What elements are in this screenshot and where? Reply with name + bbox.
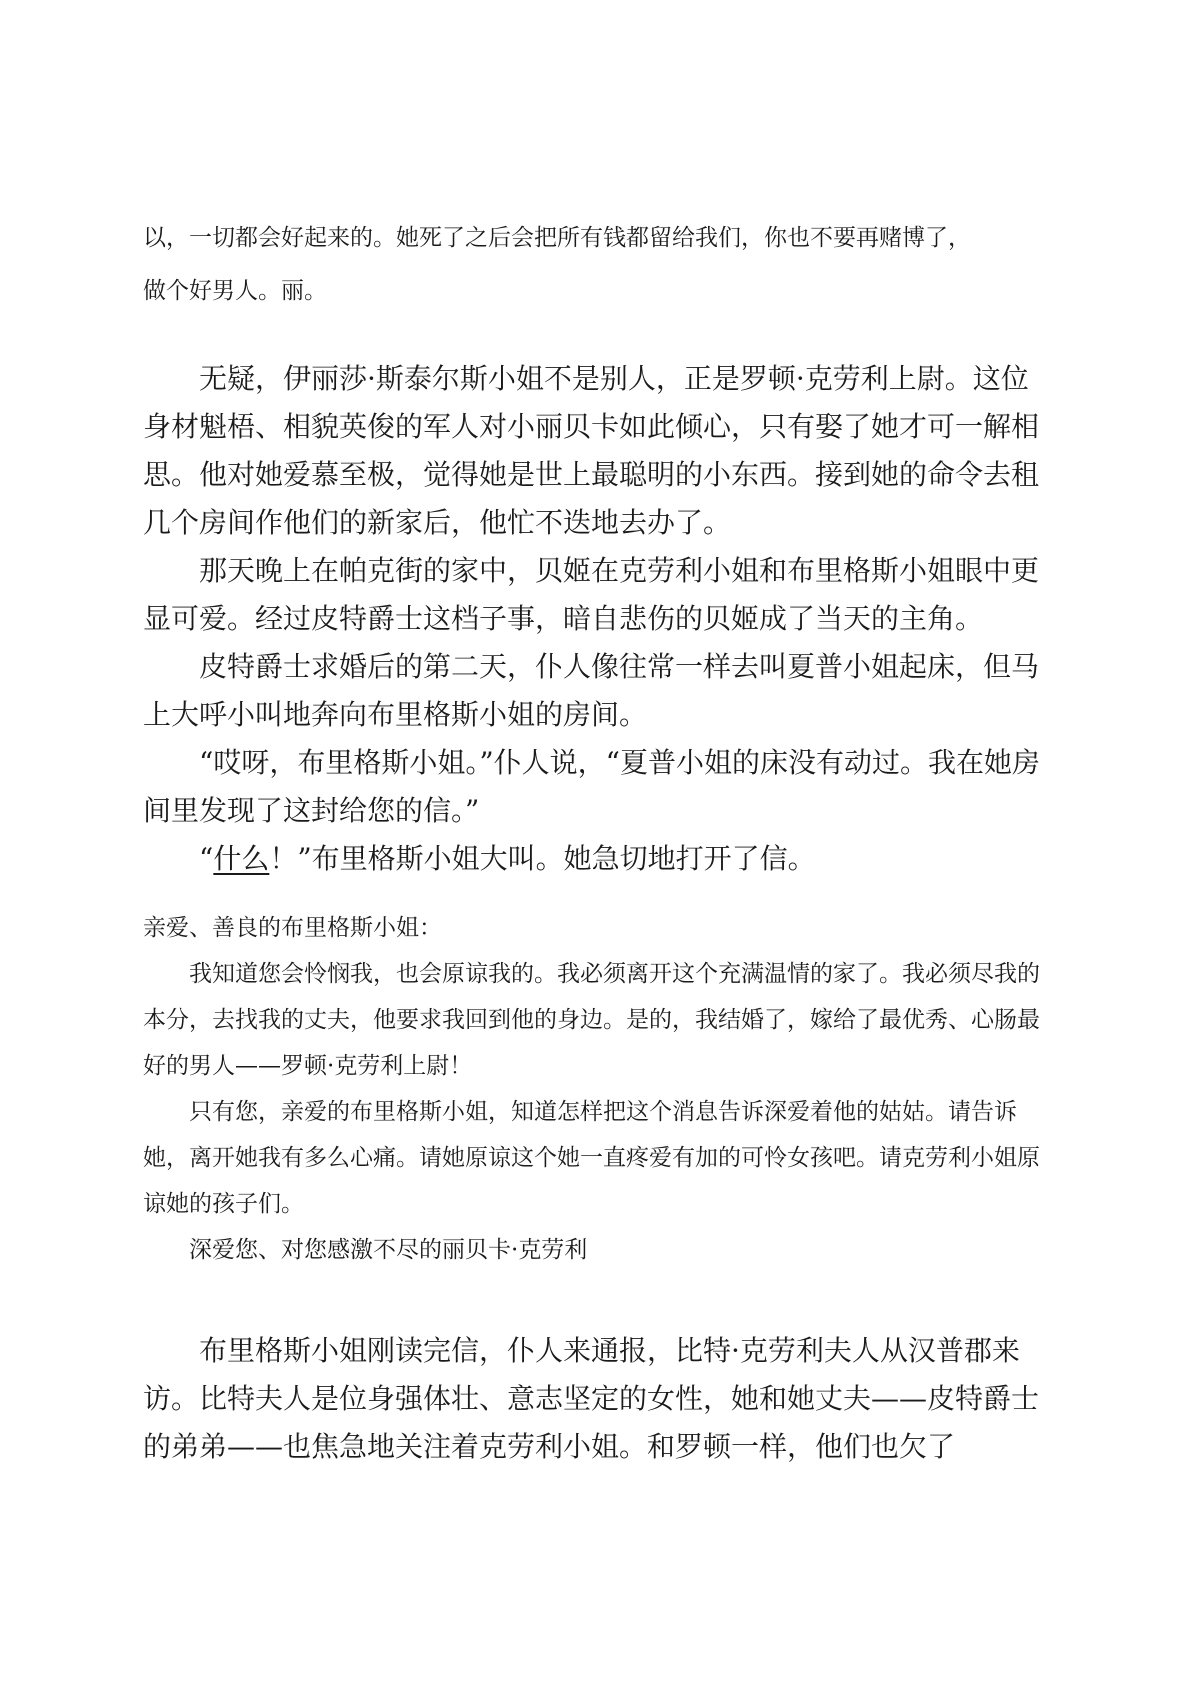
letter-line: 以，一切都会好起来的。她死了之后会把所有钱都留给我们，你也不要再赌博了， (143, 225, 971, 251)
underlined-word: 什么 (213, 842, 270, 875)
letter-paragraph: 只有您，亲爱的布里格斯小姐，知道怎样把这个消息告诉深爱着他的姑姑。请告诉她，离开她我有多么心痛。请她原谅这个她一直疼爱有加的可怜女孩吧。请克劳利小姐原谅她的孩子们。 (143, 1099, 1040, 1217)
quote-open: “ (199, 842, 214, 875)
letter-signature: 深爱您、对您感激不尽的丽贝卡·克劳利 (189, 1237, 588, 1263)
paragraph: 布里格斯小姐刚读完信，仆人来通报，比特·克劳利夫人从汉普郡来访。比特夫人是位身强体壮、意志坚定的女性，她和她丈夫——皮特爵士的弟弟——也焦急地关注着克劳利小姐。和罗顿一样，他们也欠了 (143, 1334, 1040, 1463)
paragraph (143, 835, 1053, 883)
letter-paragraph: 我知道您会怜悯我，也会原谅我的。我必须离开这个充满温情的家了。我必须尽我的本分，去找我的丈夫，他要求我回到他的身边。是的，我结婚了，嫁给了最优秀、心肠最好的男人——罗顿·克劳利上尉！ (143, 961, 1040, 1079)
paragraph: 皮特爵士求婚后的第二天，仆人像往常一样去叫夏普小姐起床，但马上大呼小叫地奔向布里格斯小姐的房间。 (143, 650, 1040, 731)
letter-from-rebecca (143, 905, 1053, 1273)
paragraph: 无疑，伊丽莎·斯泰尔斯小姐不是别人，正是罗顿·克劳利上尉。这位身材魁梧、相貌英俊的军人对小丽贝卡如此倾心，只有娶了她才可一解相思。他对她爱慕至极，觉得她是世上最聪明的小东西。接到她的命令去租几个房间作他们的新家后，他忙不迭地去办了。 (143, 362, 1040, 539)
narrative-section-1 (143, 355, 1053, 883)
narrative-section-2 (143, 1327, 1053, 1471)
letter-fragment-top (143, 212, 1053, 318)
paragraph: “哎呀，布里格斯小姐。”仆人说，“夏普小姐的床没有动过。我在她房间里发现了这封给您的信。” (143, 746, 1040, 827)
letter-line: 做个好男人。丽。 (143, 278, 327, 304)
letter-salutation: 亲爱、善良的布里格斯小姐： (143, 915, 442, 941)
paragraph: 那天晚上在帕克街的家中，贝姬在克劳利小姐和布里格斯小姐眼中更显可爱。经过皮特爵士这档子事，暗自悲伤的贝姬成了当天的主角。 (143, 554, 1040, 635)
paragraph-rest: ！”布里格斯小姐大叫。她急切地打开了信。 (269, 842, 816, 875)
